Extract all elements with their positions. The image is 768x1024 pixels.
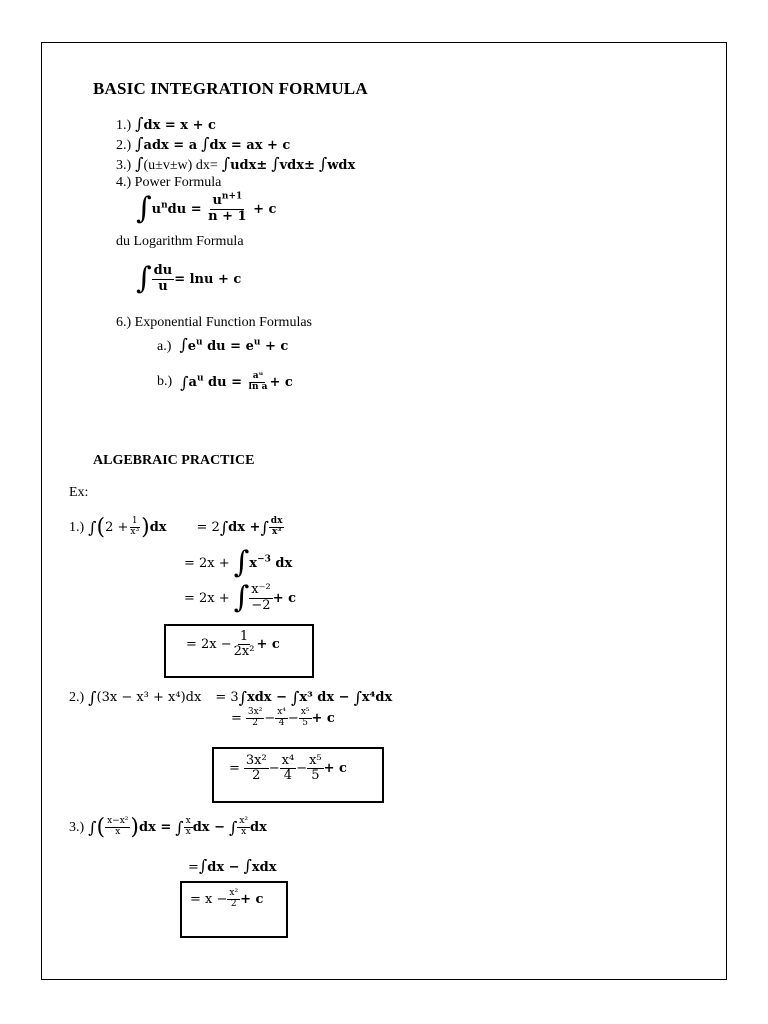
formula-expr: dx = x + c [143, 118, 216, 133]
formula-2: 2.) ∫adx = a ∫dx = ax + c [116, 134, 291, 153]
problem-1-step-3: = 2x + ∫ $\frac{\text{x⁻²}}{-2}$ + c [184, 580, 297, 615]
example-label: Ex: [69, 485, 89, 500]
problem-3-step-2: =∫dx − ∫xdx [188, 856, 277, 875]
practice-heading: ALGEBRAIC PRACTICE [93, 453, 255, 468]
formula-4-label [116, 175, 221, 191]
formula-number: 1.) [116, 118, 132, 133]
problem-3: 3.) ∫ ( $\frac{\text{x−x²}}{x}$ ) dx = ∫ $\frac{x}{x}$ dx − ∫ $\frac{\text{x²}}{x}$ dx [69, 815, 267, 840]
formula-label: Exponential Function Formulas [134, 315, 312, 330]
formula-1: 1.) ∫dx = x + c [116, 114, 216, 133]
formula-expr: wdx [327, 158, 356, 173]
formula-number: 6.) [116, 315, 132, 330]
formula-label: Power Formula [134, 175, 222, 190]
page-title: BASIC INTEGRATION FORMULA [93, 79, 368, 98]
logarithm-formula: ∫ $\frac{du}{u}$ = lnu + c [136, 261, 242, 296]
formula-label: Logarithm Formula [133, 234, 244, 249]
problem-2: 2.) ∫ (3x − x³ + x⁴)dx = 3 ∫ xdx − ∫ x³ dx − ∫ x⁴dx [69, 688, 393, 707]
formula-6a: a.) $\int e^u$ du = $e^u + c$ [157, 335, 289, 354]
formula-6b: b.) ∫ $a^u$ du = $\frac{\text{aᵘ}}{\text{ln a}}$ + c [157, 371, 293, 392]
formula-expr: (u±v±w) dx= [143, 158, 218, 173]
formula-expr: dx = ax + c [209, 138, 291, 153]
formula-5-label [116, 234, 244, 250]
formula-6-label [116, 315, 312, 331]
formula-number: du [116, 234, 130, 249]
formula-3: 3.) ∫(u±v±w) dx= ∫udx± ∫vdx± ∫wdx [116, 154, 356, 173]
formula-number: 2.) [116, 138, 132, 153]
formula-expr: vdx± [279, 158, 315, 173]
answer-2: = $\frac{\text{3x²}}{2}$ − $\frac{\text{x⁴}}{4}$ − $\frac{\text{x⁵}}{5}$ + c [229, 753, 347, 784]
problem-2-step-2: = $\frac{\text{3x²}}{2}$ − $\frac{\text{x⁴}}{4}$ − $\frac{\text{x⁵}}{5}$ + c [231, 707, 335, 728]
formula-expr: adx = a [143, 138, 198, 153]
formula-expr: udx± [230, 158, 268, 173]
answer-3: = x − $\frac{\text{x²}}{2}$ + c [190, 888, 264, 909]
problem-1: 1.) ∫ ( 2 + $\frac{1}{\text{x³}}$ ) dx = 2 ∫ dx + ∫ $\frac{dx}{\text{x³}}$ [69, 515, 283, 540]
problem-1-step-2: = 2x + ∫ $x^{-3}$ dx [184, 545, 293, 580]
formula-number: 3.) [116, 158, 132, 173]
answer-1: = 2x − $\frac{1}{\text{2x²}}$ + c [186, 629, 280, 660]
formula-number: 4.) [116, 175, 132, 190]
power-formula: ∫ $u^ndu$ = $\frac{u^{n+1}}{n + 1}$ + c [136, 191, 277, 226]
